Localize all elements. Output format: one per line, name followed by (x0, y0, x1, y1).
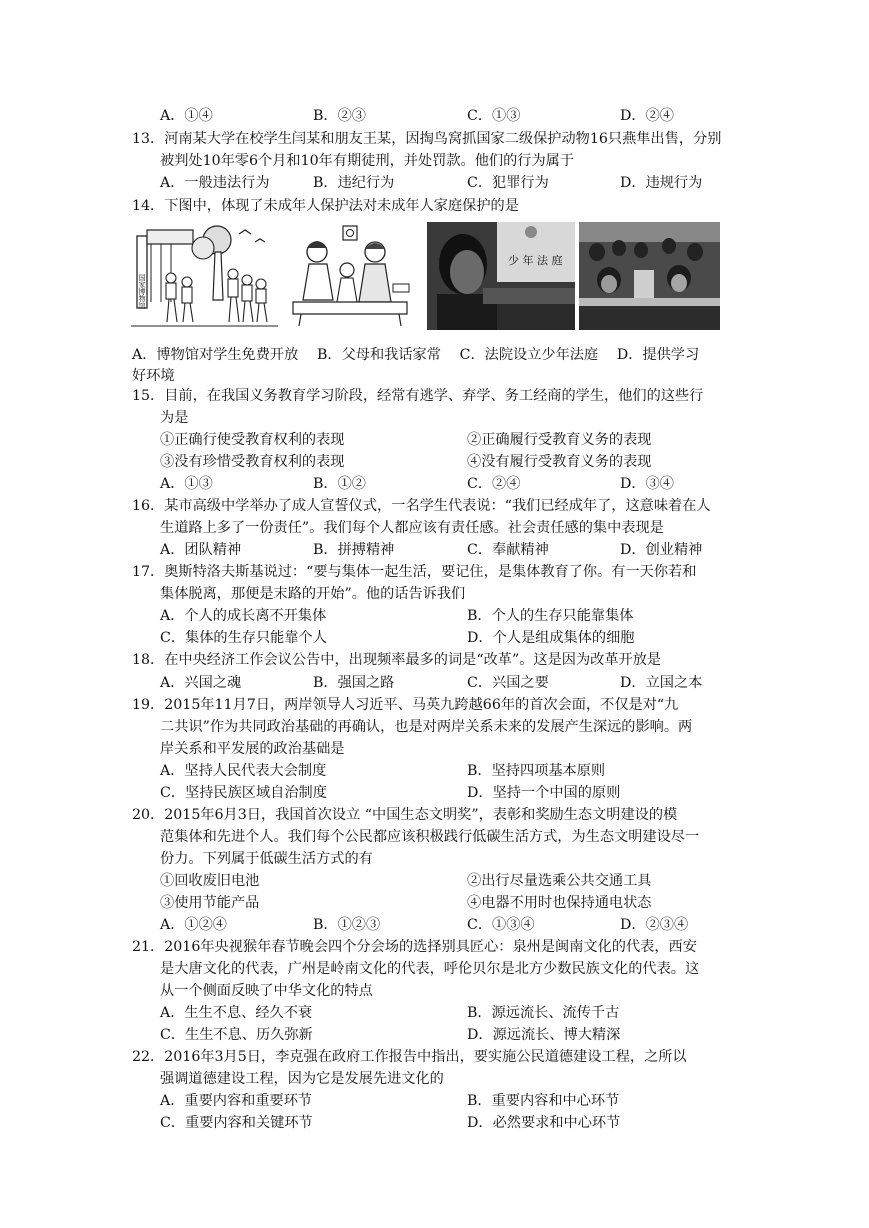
q18-option-a: A．兴国之魂 (160, 675, 242, 691)
family-talk-cartoon-image (283, 222, 418, 330)
q18-option-c: C．兴国之要 (467, 675, 549, 691)
museum-sign: 国家博物馆 (138, 274, 146, 309)
q22-option-a: A．重要内容和重要环节 (160, 1093, 313, 1109)
museum-cartoon-image (131, 222, 278, 330)
q20-option-b: B．①②③ (313, 917, 381, 933)
q21-option-a: A．生生不息、经久不衰 (160, 1005, 313, 1021)
q12-option-c: C．①③ (467, 108, 521, 124)
q22-stem-line-2: 强调道德建设工程，因为它是发展先进文化的 (160, 1071, 444, 1087)
juvenile-court-sign: 少 年 法 庭 (508, 254, 563, 267)
q21-stem-line-3: 从一个侧面反映了中华文化的特点 (160, 983, 373, 999)
q20-option-d: D．②③④ (620, 917, 689, 933)
q18-option-b: B．强国之路 (313, 675, 395, 691)
q22-option-c: C．重要内容和关键环节 (160, 1115, 313, 1131)
q15-option-a: A．①③ (160, 476, 213, 492)
q19-option-c: C．坚持民族区域自治制度 (160, 785, 327, 801)
q19-option-d: D．坚持一个中国的原则 (467, 785, 621, 801)
q12-option-b: B．②③ (313, 108, 366, 124)
q13-stem-line-1: 13．河南某大学在校学生闫某和朋友王某，因掏鸟窝抓国家二级保护动物16只燕隼出售，分别 (132, 131, 722, 147)
q21-option-b: B．源远流长、流传千古 (467, 1005, 620, 1021)
q19-stem-line-1: 19．2015年11月7日，两岸领导人习近平、马英九跨越66年的首次会面，不仅是对“九 (132, 697, 679, 713)
q18-stem: 18．在中央经济工作会议公告中，出现频率最多的词是“改革”。这是因为改革开放是 (132, 652, 662, 668)
q20-item-1: ①回收废旧电池 (160, 873, 260, 889)
q14-stem: 14．下图中，体现了未成年人保护法对未成年人家庭保护的是 (132, 198, 519, 214)
q14-options-line: A．博物馆对学生免费开放 B．父母和我话家常 C．法院设立少年法庭 D．提供学习 (132, 347, 700, 363)
q14-options-wrap: 好环境 (132, 368, 175, 384)
q17-option-d: D．个人是组成集体的细胞 (467, 630, 635, 646)
q17-option-a: A．个人的成长离不开集体 (160, 608, 327, 624)
q12-option-a: A．①④ (160, 108, 213, 124)
q21-stem-line-2: 是大唐文化的代表，广州是岭南文化的代表，呼伦贝尔是北方少数民族文化的代表。这 (160, 961, 700, 977)
q16-option-a: A．团队精神 (160, 542, 242, 558)
q20-item-2: ②出行尽量选乘公共交通工具 (467, 873, 652, 889)
q16-stem-line-1: 16．某市高级中学举办了成人宣誓仪式，一名学生代表说：“我们已经成年了，这意味着在人 (132, 498, 711, 514)
q22-stem-line-1: 22．2016年3月5日，李克强在政府工作报告中指出，要实施公民道德建设工程，之所以 (132, 1049, 687, 1065)
q13-option-b: B．违纪行为 (313, 175, 395, 191)
q15-option-b: B．①② (313, 476, 366, 492)
q13-stem-line-2: 被判处10年零6个月和10年有期徒刑，并处罚款。他们的行为属于 (160, 153, 575, 169)
q13-option-a: A．一般违法行为 (160, 175, 270, 191)
q16-option-d: D．创业精神 (620, 542, 703, 558)
q15-option-d: D．③④ (620, 476, 674, 492)
q12-option-d: D．②④ (620, 108, 674, 124)
q15-stem-line-2: 为是 (160, 410, 189, 426)
q17-stem-line-2: 集体脱离，那便是末路的开始”。他的话告诉我们 (160, 586, 466, 602)
q20-stem-line-1: 20．2015年6月3日，我国首次设立 “中国生态文明奖”，表彰和奖励生态文明建设的模 (132, 807, 678, 823)
q15-item-1: ①正确行使受教育权利的表现 (160, 432, 345, 448)
q17-option-b: B．个人的生存只能靠集体 (467, 608, 634, 624)
q15-item-4: ④没有履行受教育义务的表现 (467, 454, 652, 470)
q22-option-b: B．重要内容和中心环节 (467, 1093, 620, 1109)
q21-option-c: C．生生不息、历久弥新 (160, 1027, 313, 1043)
q21-option-d: D．源远流长、博大精深 (467, 1027, 621, 1043)
q15-item-2: ②正确履行受教育义务的表现 (467, 432, 652, 448)
q20-option-c: C．①③④ (467, 917, 535, 933)
q22-option-d: D．必然要求和中心环节 (467, 1115, 621, 1131)
q17-option-c: C．集体的生存只能靠个人 (160, 630, 327, 646)
q20-item-3: ③使用节能产品 (160, 895, 260, 911)
museum-cartoon-drawing (131, 222, 278, 330)
q20-item-4: ④电器不用时也保持通电状态 (467, 895, 652, 911)
q15-item-3: ③没有珍惜受教育权利的表现 (160, 454, 345, 470)
q21-stem-line-1: 21．2016年央视猴年春节晚会四个分会场的选择别具匠心：泉州是闽南文化的代表，西安 (132, 939, 697, 955)
q16-stem-line-2: 生道路上多了一份责任”。我们每个人都应该有责任感。社会责任感的集中表现是 (160, 520, 664, 536)
q18-option-d: D．立国之本 (620, 675, 703, 691)
q20-stem-line-2: 范集体和先进个人。我们每个公民都应该积极践行低碳生活方式，为生态文明建设尽一 (160, 829, 700, 845)
computer-lab-scene (579, 222, 720, 330)
q13-option-c: C．犯罪行为 (467, 175, 549, 191)
family-talk-drawing (283, 222, 418, 330)
q19-option-b: B．坚持四项基本原则 (467, 763, 606, 779)
q19-stem-line-3: 岸关系和平发展的政治基础是 (160, 741, 345, 757)
juvenile-court-scene (427, 222, 575, 330)
q13-option-d: D．违规行为 (620, 175, 703, 191)
q20-stem-line-3: 份力。下列属于低碳生活方式的有 (160, 851, 373, 867)
q19-option-a: A．坚持人民代表大会制度 (160, 763, 327, 779)
q16-option-c: C．奉献精神 (467, 542, 549, 558)
q15-stem-line-1: 15．目前，在我国义务教育学习阶段，经常有逃学、弃学、务工经商的学生，他们的这些行 (132, 388, 704, 404)
computer-lab-photo (579, 222, 720, 330)
q17-stem-line-1: 17．奥斯特洛夫斯基说过：“要与集体一起生活，要记住，是集体教育了你。有一天你若和 (132, 564, 697, 580)
q16-option-b: B．拼搏精神 (313, 542, 395, 558)
q15-option-c: C．②④ (467, 476, 521, 492)
q19-stem-line-2: 二共识”作为共同政治基础的再确认，也是对两岸关系未来的发展产生深远的影响。两 (160, 719, 693, 735)
juvenile-court-photo (427, 222, 575, 330)
q20-option-a: A．①②④ (160, 917, 227, 933)
